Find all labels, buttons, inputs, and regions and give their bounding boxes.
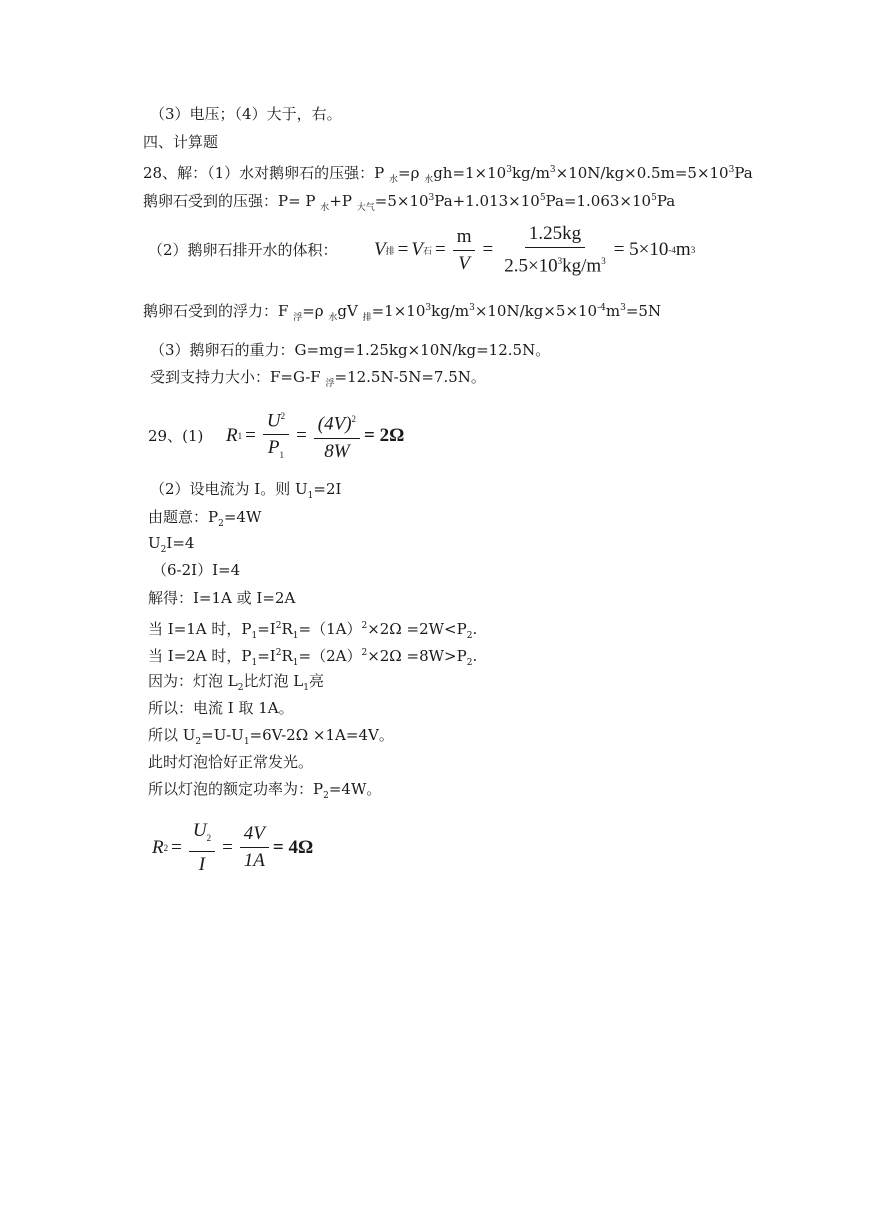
superscript: -4	[668, 245, 676, 256]
text: 比灯泡 L	[243, 672, 304, 690]
problem-28-part-1	[143, 160, 753, 190]
text: R	[281, 647, 293, 665]
text: ×2Ω =8W>P	[367, 647, 467, 665]
eq-op: =	[245, 424, 256, 446]
numerator: m	[453, 226, 476, 251]
answer-line-3-4	[150, 104, 342, 124]
denominator: I	[198, 853, 206, 875]
line-given	[148, 507, 261, 534]
subscript: 1	[279, 450, 284, 461]
fraction	[240, 823, 269, 872]
text: ×10N/kg×5×10	[474, 302, 598, 320]
answer-text: （3）电压；（4）大于，右。	[150, 105, 342, 123]
result: = 2Ω	[364, 424, 405, 446]
eq-var: V	[411, 239, 423, 261]
text: =2I	[313, 480, 342, 498]
text: =U-U	[201, 726, 244, 744]
subscript: 大气	[356, 203, 375, 213]
eq-op: =	[171, 836, 182, 858]
line-because	[148, 671, 324, 698]
text: =（1A）	[298, 620, 362, 638]
text: 当 I=2A 时，P	[148, 647, 252, 665]
text: gh=1×10	[433, 164, 507, 182]
eq-op: =	[296, 424, 307, 446]
eq-op: =	[434, 239, 446, 261]
subscript: 2	[218, 519, 224, 529]
fraction	[500, 223, 610, 277]
subscript: 1	[251, 658, 258, 668]
subscript: 浮	[325, 379, 335, 389]
eq-op: =	[397, 239, 409, 261]
text: kg/m	[562, 255, 602, 277]
numerator: 4V	[240, 823, 269, 848]
text: =I	[257, 647, 276, 665]
superscript: 3	[601, 256, 606, 266]
volume-label	[148, 240, 338, 260]
eq-op: =	[482, 239, 494, 261]
problem-29-label	[148, 426, 203, 446]
text: Pa	[656, 192, 676, 210]
text: kg/m	[431, 302, 470, 320]
text: Pa	[734, 164, 753, 182]
eq-sub: 2	[163, 842, 169, 853]
text: 因为：灯泡 L	[148, 672, 238, 690]
eq-sub: 排	[385, 245, 395, 256]
superscript: 2	[275, 621, 282, 631]
text: （2）鹅卵石排开水的体积：	[148, 241, 338, 259]
text: U	[192, 820, 207, 841]
subscript: 水	[320, 203, 330, 213]
text: I=4	[166, 534, 195, 552]
superscript: 3	[428, 193, 435, 203]
text: U	[266, 410, 281, 432]
line-normal-glow	[148, 752, 313, 772]
fraction	[453, 226, 476, 275]
text: =4W。	[328, 780, 382, 798]
text: gV	[337, 302, 363, 320]
text: =5N	[625, 302, 662, 320]
eq-op: =	[222, 836, 233, 858]
subscript: 1	[243, 737, 250, 747]
superscript: 3	[469, 303, 475, 313]
subscript: 水	[328, 313, 338, 323]
eq-var: R	[226, 424, 238, 446]
superscript: 3	[728, 165, 735, 175]
text: （6-2I）I=4	[152, 561, 241, 579]
text: 亮	[308, 672, 324, 690]
text: m	[675, 239, 691, 261]
line-solution	[148, 588, 295, 608]
text: m	[605, 302, 621, 320]
numerator: 1.25kg	[525, 223, 585, 248]
numerator	[189, 820, 215, 852]
text: Pa+1.013×10	[434, 192, 540, 210]
stone-pressure-line	[143, 188, 675, 218]
text: ×2Ω =2W<P	[367, 620, 467, 638]
eq-sub: 1	[237, 430, 243, 441]
denominator: 1A	[243, 850, 265, 872]
text: =6V-2Ω ×1A=4V。	[249, 726, 394, 744]
text: Pa=1.063×10	[545, 192, 652, 210]
superscript: 2	[361, 648, 368, 658]
numerator	[263, 405, 289, 435]
subscript: 2	[237, 683, 244, 693]
superscript: 3	[425, 303, 432, 313]
text: U	[148, 534, 161, 552]
subscript: 2	[206, 832, 212, 843]
subscript: 2	[160, 545, 167, 555]
text: =1×10	[371, 302, 426, 320]
fraction	[189, 820, 215, 876]
line-quadratic	[152, 560, 240, 580]
line-set-current	[150, 479, 341, 506]
superscript: 5	[539, 193, 546, 203]
subscript: 1	[303, 683, 309, 693]
superscript: 2	[351, 414, 357, 425]
fraction	[263, 405, 289, 466]
denominator	[264, 435, 288, 466]
superscript: 2	[275, 648, 282, 658]
text: 受到支持力大小：F=G-F	[150, 368, 326, 386]
superscript: 2	[280, 411, 286, 421]
numerator	[314, 408, 360, 438]
superscript: 2	[361, 621, 368, 631]
subscript: 2	[466, 658, 473, 668]
text: .	[472, 647, 478, 665]
text: 所以 U	[148, 726, 196, 744]
r2-equation	[152, 820, 313, 876]
text: 2.5×10	[504, 255, 558, 277]
text: 当 I=1A 时，P	[148, 620, 252, 638]
text: 解得：I=1A 或 I=2A	[148, 589, 296, 607]
text: =ρ	[398, 164, 425, 182]
denominator	[500, 248, 610, 277]
subscript: 2	[195, 737, 202, 747]
text: 由题意：P	[148, 508, 219, 526]
line-rated-power	[148, 779, 381, 806]
subscript: 1	[307, 491, 314, 501]
result: = 5×10	[613, 239, 669, 261]
text: （2）设电流为 I。则 U	[150, 480, 308, 498]
text: R	[281, 620, 293, 638]
subscript: 排	[362, 313, 372, 323]
line-case-2a	[148, 643, 477, 673]
volume-equation	[374, 223, 695, 277]
gravity-line	[150, 340, 550, 360]
superscript: 3	[690, 245, 696, 256]
text: 29、(1)	[148, 427, 204, 445]
section-heading-text: 四、计算题	[143, 133, 219, 151]
buoyancy-line	[143, 298, 661, 328]
superscript: 5	[651, 193, 657, 203]
text: 此时灯泡恰好正常发光。	[148, 753, 314, 771]
text: （3）鹅卵石的重力：G=mg=1.25kg×10N/kg=12.5N。	[150, 341, 551, 359]
text: 鹅卵石受到的压强：P= P	[143, 192, 321, 210]
text: =I	[257, 620, 276, 638]
subscript: 1	[292, 631, 299, 641]
support-force-line	[150, 367, 486, 394]
subscript: 1	[292, 658, 299, 668]
subscript: 1	[251, 631, 258, 641]
subscript: 2	[323, 791, 329, 801]
fraction	[314, 408, 360, 462]
text: .	[472, 620, 478, 638]
text: ×10N/kg×0.5m=5×10	[555, 164, 729, 182]
superscript: 3	[549, 165, 556, 175]
text: =5×10	[374, 192, 429, 210]
line-therefore-2	[148, 725, 394, 752]
r1-equation	[226, 405, 404, 466]
eq-sub: 石	[422, 245, 432, 256]
text: =4W	[223, 508, 262, 526]
text: 所以灯泡的额定功率为：P	[148, 780, 324, 798]
subscript: 浮	[293, 313, 303, 323]
denominator: V	[458, 252, 470, 274]
text: 所以：电流 I 取 1A。	[148, 699, 294, 717]
eq-var: V	[374, 239, 386, 261]
superscript: -4	[597, 303, 606, 313]
result: = 4Ω	[272, 836, 314, 858]
line-u2i	[148, 533, 194, 560]
text: =12.5N-5N=7.5N。	[334, 368, 486, 386]
section-heading	[143, 132, 218, 152]
text: +P	[329, 192, 357, 210]
subscript: 水	[389, 175, 399, 185]
text: P	[267, 437, 280, 459]
text: =ρ	[302, 302, 329, 320]
text: =（2A）	[298, 647, 362, 665]
text: 鹅卵石受到的浮力：F	[143, 302, 294, 320]
text: (4V)	[317, 413, 352, 435]
denominator: 8W	[324, 440, 350, 462]
line-therefore-1	[148, 698, 294, 718]
superscript: 3	[557, 256, 563, 266]
text: 28、解：（1）水对鹅卵石的压强：P	[143, 164, 389, 182]
text: kg/m	[511, 164, 550, 182]
subscript: 2	[466, 631, 473, 641]
superscript: 3	[506, 165, 512, 175]
superscript: 3	[620, 303, 626, 313]
subscript: 水	[424, 175, 434, 185]
line-case-1a	[148, 616, 477, 646]
eq-var: R	[152, 836, 164, 858]
